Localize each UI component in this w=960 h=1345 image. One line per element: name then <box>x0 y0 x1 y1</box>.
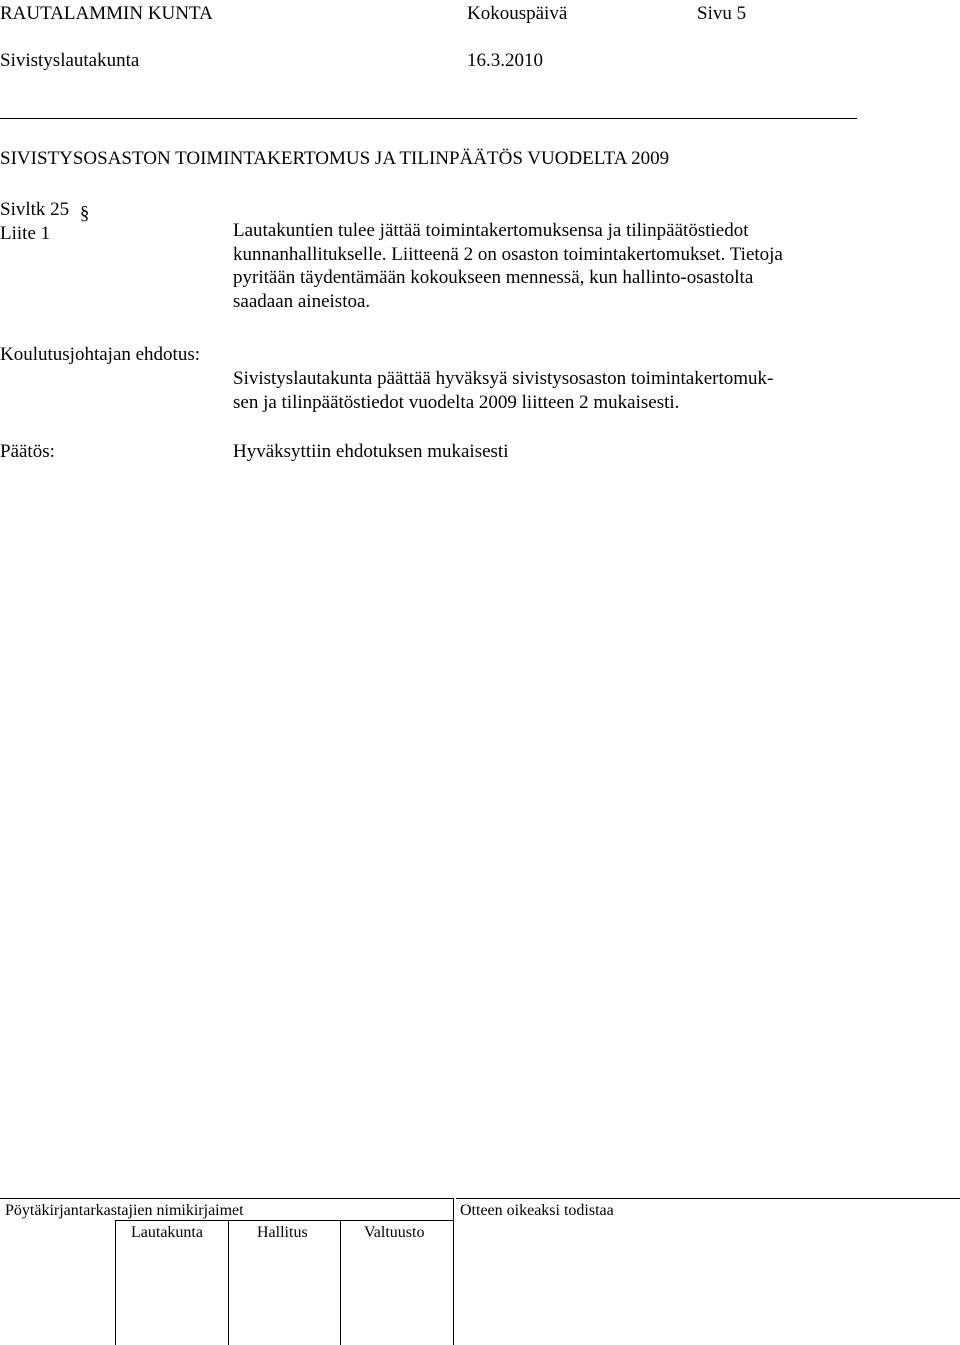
footer-col-divider-2 <box>228 1220 229 1345</box>
proposal-label: Koulutusjohtajan ehdotus: <box>0 344 201 365</box>
attachment-ref: Liite 1 <box>0 223 51 244</box>
body-line: kunnanhallitukselle. Liitteenä 2 on osaston toimintakertomukset. Tietoja <box>233 243 783 265</box>
body-line: pyritään täydentämään kokoukseen mennessä, kun hallinto-osastolta <box>233 267 754 288</box>
document-title: SIVISTYSOSASTON TOIMINTAKERTOMUS JA TILINPÄÄTÖS VUODELTA 2009 <box>0 148 670 169</box>
footer-col-divider-3 <box>340 1220 341 1345</box>
signature-footer <box>0 1198 960 1345</box>
column-hallitus: Hallitus <box>257 1224 308 1241</box>
footer-top-line-left <box>0 1198 453 1199</box>
footer-top-line-right <box>456 1198 960 1199</box>
section-ref <box>0 200 89 223</box>
meeting-date: 16.3.2010 <box>467 50 543 71</box>
section-symbol: § <box>79 203 90 224</box>
signatures-label: Pöytäkirjantarkastajien nimikirjaimet <box>5 1202 244 1219</box>
body-line: saadaan aineistoa. <box>233 290 371 312</box>
proposal-line: Sivistyslautakunta päättää hyväksyä sivistysosaston toimintakertomuk- <box>233 368 774 389</box>
proposal-text <box>233 367 773 414</box>
section-ref-text: Sivltk 25 <box>0 199 70 220</box>
column-lautakunta: Lautakunta <box>131 1224 203 1241</box>
footer-divider <box>453 1198 454 1345</box>
municipality-name: RAUTALAMMIN KUNTA <box>0 3 213 24</box>
proposal-line: sen ja tilinpäätöstiedot vuodelta 2009 liitteen 2 mukaisesti. <box>233 391 680 413</box>
page-number: Sivu 5 <box>697 3 747 24</box>
decision-text: Hyväksyttiin ehdotuksen mukaisesti <box>233 441 509 462</box>
decision-label: Päätös: <box>0 441 55 462</box>
meeting-date-label: Kokouspäivä <box>467 3 568 24</box>
section-body <box>233 219 783 313</box>
body-line: Lautakuntien tulee jättää toimintakertomuksensa ja tilinpäätöstiedot <box>233 220 749 241</box>
header-separator <box>0 118 857 119</box>
footer-col-divider-1 <box>115 1220 116 1345</box>
certified-label: Otteen oikeaksi todistaa <box>460 1202 614 1219</box>
board-name: Sivistyslautakunta <box>0 50 140 71</box>
footer-columns-line <box>115 1220 453 1221</box>
column-valtuusto: Valtuusto <box>364 1224 425 1241</box>
